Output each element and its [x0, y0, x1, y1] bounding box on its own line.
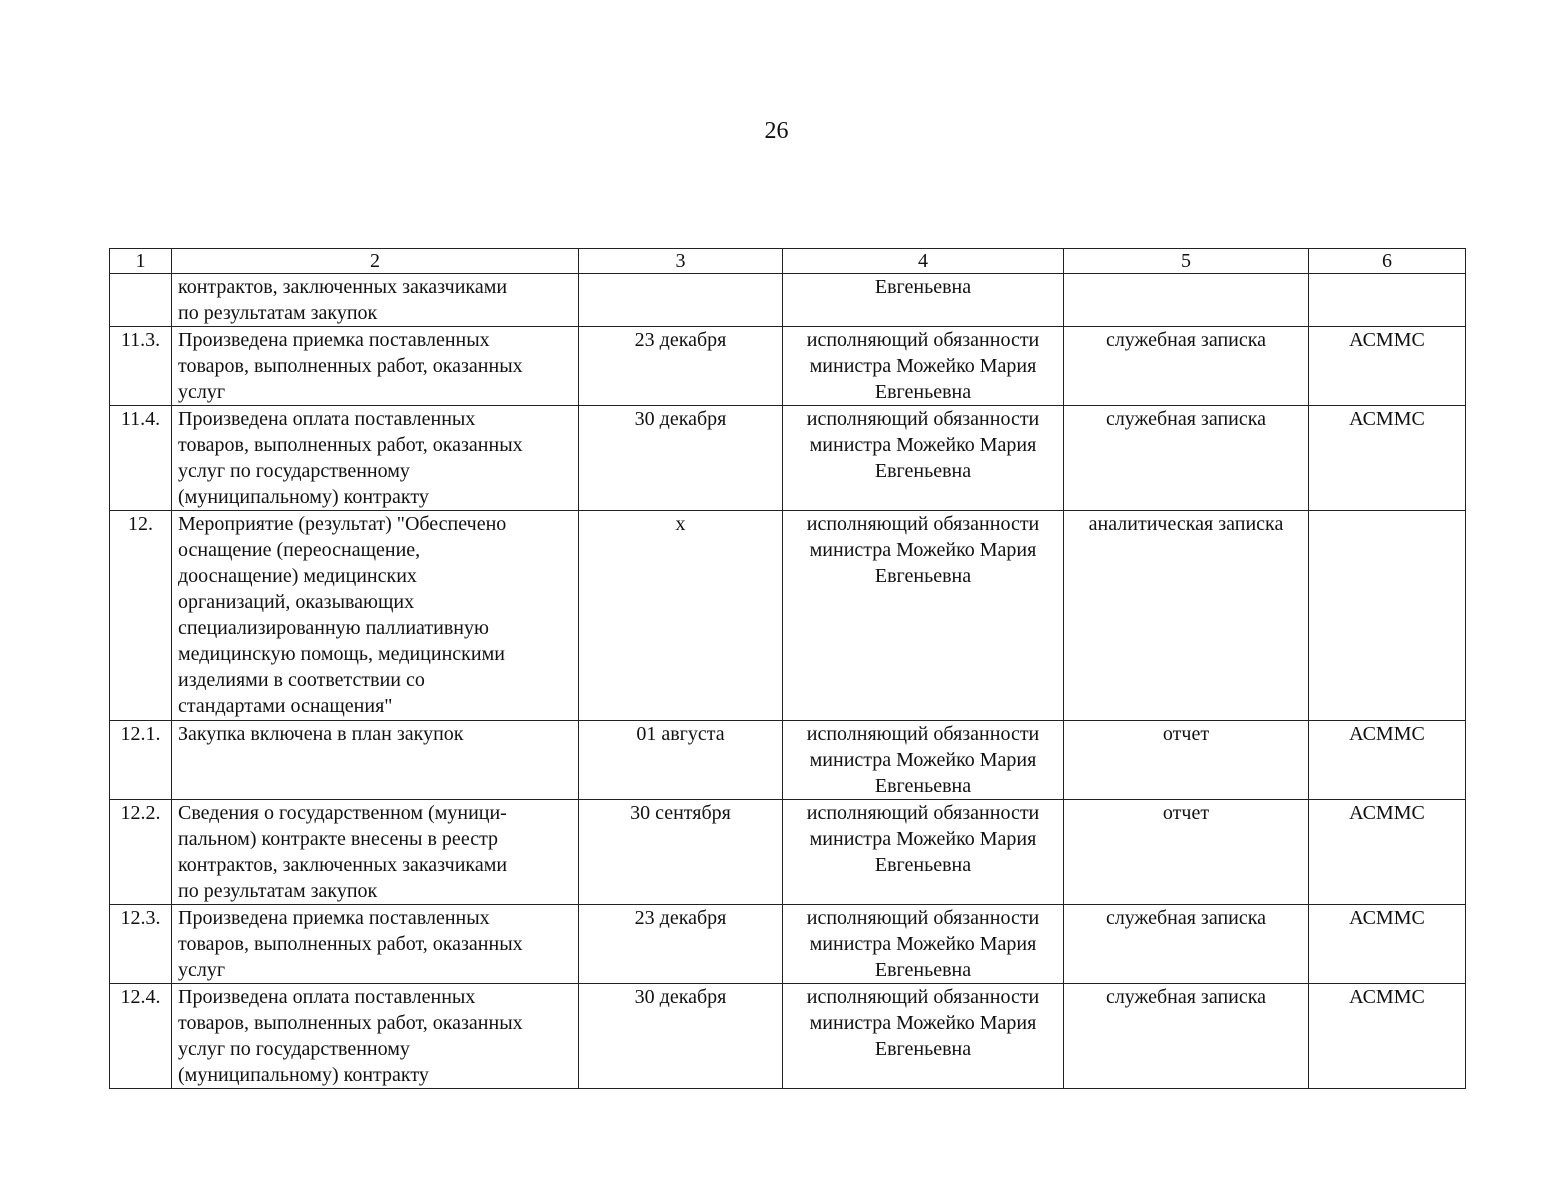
row-number: 11.3. — [110, 327, 172, 406]
row-activity: Произведена оплата поставленных товаров, выполненных работ, оказанных услуг по государственному (муниципальному) контракту — [172, 406, 579, 511]
row-date: 30 декабря — [579, 984, 783, 1089]
row-date: х — [579, 511, 783, 721]
row-responsible: исполняющий обязанности министра Можейко Мария Евгеньевна — [783, 511, 1064, 721]
table-row — [110, 905, 1466, 984]
row-activity: Мероприятие (результат) "Обеспечено оснащение (переоснащение, дооснащение) медицинских организаций, оказывающих специализированную паллиативную медицинскую помощь, медицинскими изделиями в соответствии со стандартами оснащения" — [172, 511, 579, 721]
row-system: АСММС — [1309, 406, 1466, 511]
table-row — [110, 406, 1466, 511]
page-number: 26 — [764, 118, 789, 144]
column-number-header: 2 — [172, 249, 579, 274]
row-date: 23 декабря — [579, 327, 783, 406]
row-system: АСММС — [1309, 800, 1466, 905]
table-row — [110, 800, 1466, 905]
row-number — [110, 274, 172, 327]
row-number: 12. — [110, 511, 172, 721]
column-number-header: 5 — [1064, 249, 1309, 274]
row-document: аналитическая записка — [1064, 511, 1309, 721]
row-activity: контрактов, заключенных заказчиками по результатам закупок — [172, 274, 579, 327]
row-system — [1309, 274, 1466, 327]
row-responsible: исполняющий обязанности министра Можейко Мария Евгеньевна — [783, 327, 1064, 406]
row-date: 23 декабря — [579, 905, 783, 984]
row-date — [579, 274, 783, 327]
row-document: отчет — [1064, 800, 1309, 905]
column-number-header: 3 — [579, 249, 783, 274]
row-date: 30 сентября — [579, 800, 783, 905]
row-system: АСММС — [1309, 905, 1466, 984]
row-activity: Произведена приемка поставленных товаров, выполненных работ, оказанных услуг — [172, 327, 579, 406]
row-responsible: Евгеньевна — [783, 274, 1064, 327]
row-responsible: исполняющий обязанности министра Можейко Мария Евгеньевна — [783, 984, 1064, 1089]
row-document: отчет — [1064, 721, 1309, 800]
row-system — [1309, 511, 1466, 721]
row-system: АСММС — [1309, 984, 1466, 1089]
table-row — [110, 274, 1466, 327]
table-row — [110, 511, 1466, 721]
row-document: служебная записка — [1064, 905, 1309, 984]
column-number-header: 1 — [110, 249, 172, 274]
row-activity: Произведена приемка поставленных товаров, выполненных работ, оказанных услуг — [172, 905, 579, 984]
column-number-header: 4 — [783, 249, 1064, 274]
row-document: служебная записка — [1064, 327, 1309, 406]
row-number: 12.1. — [110, 721, 172, 800]
row-number: 11.4. — [110, 406, 172, 511]
row-document — [1064, 274, 1309, 327]
row-activity: Сведения о государственном (муници- пальном) контракте внесены в реестр контрактов, заключенных заказчиками по результатам закупок — [172, 800, 579, 905]
row-activity: Произведена оплата поставленных товаров, выполненных работ, оказанных услуг по государственному (муниципальному) контракту — [172, 984, 579, 1089]
row-system: АСММС — [1309, 721, 1466, 800]
row-responsible: исполняющий обязанности министра Можейко Мария Евгеньевна — [783, 800, 1064, 905]
row-number: 12.4. — [110, 984, 172, 1089]
row-number: 12.3. — [110, 905, 172, 984]
table-header-row — [110, 249, 1466, 274]
row-document: служебная записка — [1064, 406, 1309, 511]
row-responsible: исполняющий обязанности министра Можейко Мария Евгеньевна — [783, 905, 1064, 984]
row-system: АСММС — [1309, 327, 1466, 406]
row-number: 12.2. — [110, 800, 172, 905]
row-date: 30 декабря — [579, 406, 783, 511]
row-activity: Закупка включена в план закупок — [172, 721, 579, 800]
row-responsible: исполняющий обязанности министра Можейко Мария Евгеньевна — [783, 406, 1064, 511]
row-date: 01 августа — [579, 721, 783, 800]
table-row — [110, 721, 1466, 800]
column-number-header: 6 — [1309, 249, 1466, 274]
table-row — [110, 984, 1466, 1089]
table-row — [110, 327, 1466, 406]
plan-table — [109, 248, 1466, 1089]
row-responsible: исполняющий обязанности министра Можейко Мария Евгеньевна — [783, 721, 1064, 800]
row-document: служебная записка — [1064, 984, 1309, 1089]
